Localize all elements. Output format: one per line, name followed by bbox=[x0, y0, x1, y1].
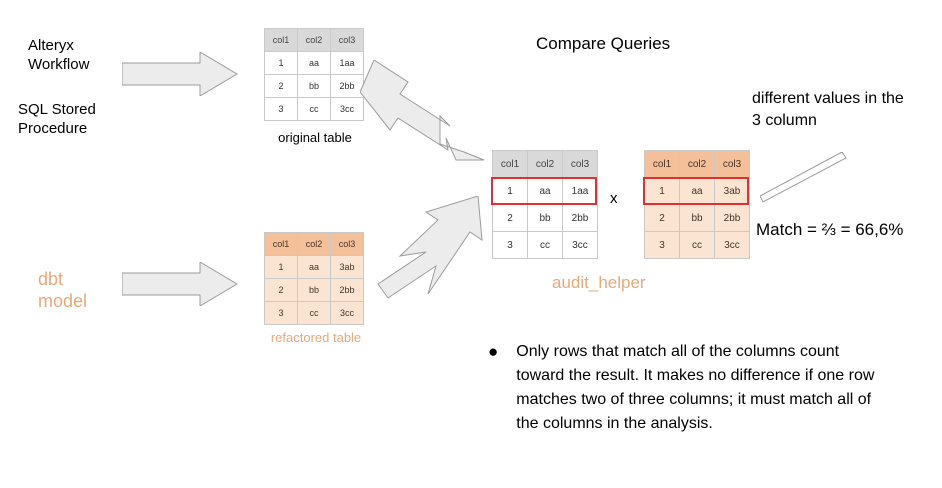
table-row bbox=[645, 178, 750, 205]
col-header: col1 bbox=[265, 29, 298, 52]
cell: aa bbox=[528, 178, 563, 205]
cell: 2bb bbox=[331, 279, 364, 302]
table-row bbox=[493, 178, 598, 205]
different-values-line2: 3 column bbox=[752, 112, 817, 129]
cell: aa bbox=[298, 52, 331, 75]
table-row bbox=[645, 232, 750, 259]
alteryx-workflow-line2: Workflow bbox=[28, 56, 90, 73]
cell: 3 bbox=[645, 232, 680, 259]
table-row bbox=[265, 279, 364, 302]
refactored-table-caption: refactored table bbox=[270, 330, 362, 345]
bullet-note bbox=[488, 340, 888, 436]
cell: 2 bbox=[493, 205, 528, 232]
sql-stored-procedure-line2: Procedure bbox=[18, 120, 88, 137]
callout-line bbox=[760, 152, 850, 204]
cell: 1 bbox=[645, 178, 680, 205]
refactored-table-grid bbox=[264, 232, 364, 325]
cell: 1 bbox=[265, 256, 298, 279]
audit-helper-label: audit_helper bbox=[552, 273, 646, 292]
original-table-grid bbox=[264, 28, 364, 121]
table-row bbox=[265, 98, 364, 121]
cell: aa bbox=[680, 178, 715, 205]
cell: cc bbox=[298, 98, 331, 121]
refactored-table bbox=[264, 232, 364, 325]
arrow-diagonal-up bbox=[370, 196, 490, 302]
cell: cc bbox=[680, 232, 715, 259]
compare-right-table bbox=[644, 150, 750, 259]
cell: 3 bbox=[493, 232, 528, 259]
cell: 3 bbox=[265, 302, 298, 325]
table-row bbox=[493, 232, 598, 259]
alteryx-workflow-label bbox=[28, 36, 89, 74]
different-values-note bbox=[752, 88, 942, 132]
compare-left-grid bbox=[492, 150, 598, 259]
multiply-symbol: x bbox=[610, 190, 618, 207]
original-table bbox=[264, 28, 364, 121]
cell: 2bb bbox=[331, 75, 364, 98]
cell: 3 bbox=[265, 98, 298, 121]
compare-left-table bbox=[492, 150, 598, 259]
table-header-row bbox=[493, 151, 598, 178]
cell: bb bbox=[680, 205, 715, 232]
col-header: col1 bbox=[493, 151, 528, 178]
cell: 2bb bbox=[715, 205, 750, 232]
cell: bb bbox=[298, 279, 331, 302]
col-header: col2 bbox=[298, 233, 331, 256]
table-header-row bbox=[265, 233, 364, 256]
col-header: col2 bbox=[528, 151, 563, 178]
sql-stored-procedure-label bbox=[18, 100, 96, 138]
cell: 2 bbox=[265, 279, 298, 302]
col-header: col3 bbox=[563, 151, 598, 178]
cell: 1 bbox=[265, 52, 298, 75]
dbt-model-label bbox=[38, 268, 87, 312]
sql-stored-procedure-line1: SQL Stored bbox=[18, 101, 96, 118]
cell: 2 bbox=[645, 205, 680, 232]
cell: 2bb bbox=[563, 205, 598, 232]
cell: 3cc bbox=[331, 98, 364, 121]
cell: 1aa bbox=[331, 52, 364, 75]
table-row bbox=[265, 52, 364, 75]
cell: 1 bbox=[493, 178, 528, 205]
table-row bbox=[265, 302, 364, 325]
table-header-row bbox=[645, 151, 750, 178]
table-row bbox=[265, 256, 364, 279]
cell: 3ab bbox=[331, 256, 364, 279]
cell: 2 bbox=[265, 75, 298, 98]
col-header: col2 bbox=[680, 151, 715, 178]
cell: bb bbox=[298, 75, 331, 98]
compare-queries-title: Compare Queries bbox=[536, 34, 671, 53]
col-header: col1 bbox=[645, 151, 680, 178]
table-row bbox=[265, 75, 364, 98]
cell: aa bbox=[298, 256, 331, 279]
match-result-text: Match = ⅔ = 66,6% bbox=[756, 220, 904, 239]
table-header-row bbox=[265, 29, 364, 52]
table-row bbox=[645, 205, 750, 232]
cell: bb bbox=[528, 205, 563, 232]
col-header: col3 bbox=[331, 233, 364, 256]
cell: cc bbox=[528, 232, 563, 259]
compare-right-grid bbox=[644, 150, 750, 259]
col-header: col1 bbox=[265, 233, 298, 256]
cell: cc bbox=[298, 302, 331, 325]
col-header: col3 bbox=[331, 29, 364, 52]
dbt-model-line2: model bbox=[38, 291, 88, 311]
arrow-diagonal-down bbox=[360, 60, 490, 170]
cell: 3cc bbox=[331, 302, 364, 325]
different-values-line1: different values in the bbox=[752, 90, 904, 107]
bullet-marker-icon: ● bbox=[488, 342, 499, 361]
cell: 1aa bbox=[563, 178, 598, 205]
dbt-model-line1: dbt bbox=[38, 269, 64, 289]
arrow-bottom-horizontal bbox=[122, 262, 238, 306]
col-header: col3 bbox=[715, 151, 750, 178]
table-row bbox=[493, 205, 598, 232]
col-header: col2 bbox=[298, 29, 331, 52]
cell: 3ab bbox=[715, 178, 750, 205]
alteryx-workflow-line1: Alteryx bbox=[28, 37, 74, 54]
cell: 3cc bbox=[563, 232, 598, 259]
bullet-text: Only rows that match all of the columns count toward the result. It makes no difference if one row matches two of three columns; it must match all of the columns in the analysis. bbox=[516, 343, 875, 432]
original-table-caption: original table bbox=[278, 130, 352, 145]
arrow-top-horizontal bbox=[122, 52, 238, 96]
cell: 3cc bbox=[715, 232, 750, 259]
